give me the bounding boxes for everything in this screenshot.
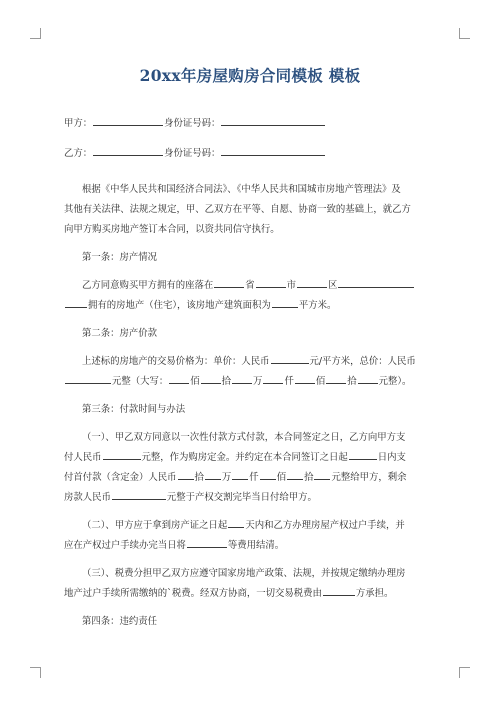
capital-blank [260, 468, 276, 480]
capital-blank [169, 372, 189, 384]
article-1-line [64, 276, 448, 296]
province-blank [214, 276, 244, 288]
text-run: 元整，作为购房定金。并约定在本合同签订之日起 [141, 452, 348, 463]
text-run: 元整（大写： [112, 376, 169, 387]
article-3-line: （一）、甲乙双方同意以一次性付款方式付款，本合同签定之日，乙方向甲方支 [82, 432, 406, 443]
article-3-line [64, 516, 448, 536]
crop-mark-top-right [459, 28, 470, 39]
party-a-label: 甲方： [64, 118, 93, 129]
days-blank [228, 516, 244, 528]
text-run: 房款人民币 [64, 492, 111, 503]
capital-blank [263, 372, 283, 384]
text-run: 万 [253, 376, 263, 387]
text-run: 拾 [304, 472, 314, 483]
article-2-line [64, 372, 448, 392]
total-price-blank [65, 372, 111, 384]
article-3-line [64, 488, 448, 508]
party-a-id-blank [221, 114, 325, 126]
article-3-line [64, 448, 448, 468]
text-run: 天内和乙方办理房屋产权过户手续，并 [245, 520, 405, 531]
capital-blank [178, 468, 194, 480]
text-run: 平方米。 [298, 300, 337, 311]
capital-blank [205, 468, 221, 480]
party-b-id-blank [221, 144, 325, 156]
intro-line: 向甲方购买房地产签订本合同，以资共同信守执行。 [64, 224, 280, 235]
text-run: 省 [245, 280, 255, 291]
days-blank [349, 448, 377, 460]
article-3-line [64, 468, 448, 488]
deposit-blank [103, 448, 141, 460]
intro-line: 其他有关法律、法规之规定，甲、乙双方在平等、自愿、协商一致的基础上，就乙方 [64, 204, 411, 215]
text-run: 万 [221, 472, 232, 483]
crop-mark-top-left [30, 28, 41, 39]
document-title [0, 64, 500, 86]
party-b-name-blank [93, 144, 163, 156]
party-a-line [64, 114, 448, 136]
text-run: 拾 [194, 472, 204, 483]
text-run: 等费用结清。 [227, 540, 285, 551]
text-run: （二）、甲方应于拿到房产证之日起 [82, 520, 228, 531]
capital-blank [201, 372, 221, 384]
text-run: 佰 [315, 376, 326, 387]
article-2-line [64, 352, 448, 372]
text-run: 乙方同意购买甲方拥有的座落在 [82, 280, 214, 291]
article-4-heading: 第四条：违约责任 [82, 616, 158, 627]
article-3-line: （三）、税费分担甲乙双方应遵守国家房地产政策、法规，并按规定缴纳办理房 [82, 568, 406, 579]
party-b-label: 乙方： [64, 148, 93, 159]
address-blank [338, 276, 414, 288]
capital-blank [326, 372, 346, 384]
text-run: 付人民币 [64, 452, 102, 463]
city-blank [256, 276, 286, 288]
article-1-heading: 第一条：房产情况 [82, 252, 158, 263]
text-run: 拥有的房地产（住宅），该房地产建筑面积为 [88, 300, 271, 311]
article-2-heading: 第二条：房产价款 [82, 328, 158, 339]
capital-blank [295, 372, 315, 384]
crop-mark-bottom-right [459, 667, 470, 678]
district-blank [297, 276, 327, 288]
text-run: 日内支 [377, 452, 406, 463]
text-run: 市 [286, 280, 297, 291]
capital-blank [232, 468, 248, 480]
text-run: 元整）。 [378, 376, 412, 387]
text-run: 区 [328, 280, 338, 291]
party-a-id-label: 身份证号码： [164, 118, 221, 129]
balance-blank [112, 488, 166, 500]
text-run: 上述标的房地产的交易价格为：单价：人民币 [82, 356, 270, 367]
article-3-line [64, 536, 448, 556]
capital-blank [358, 372, 378, 384]
text-run: 佰 [190, 376, 200, 387]
intro-line: 根据《中华人民共和国经济合同法》、《中华人民共和国城市房地产管理法》及 [82, 184, 401, 195]
text-run: 拾 [347, 376, 357, 387]
party-b-id-label: 身份证号码： [164, 148, 221, 159]
text-run: 佰 [276, 472, 287, 483]
address-blank-cont [65, 296, 87, 308]
area-blank [272, 296, 298, 308]
document-body [64, 114, 448, 632]
text-run: 拾 [221, 376, 232, 387]
party-b-line [64, 144, 448, 166]
tax-party-blank [323, 584, 355, 596]
crop-mark-bottom-left [30, 667, 41, 678]
capital-blank [287, 468, 303, 480]
unit-price-blank [271, 352, 309, 364]
text-run: 方承担。 [355, 588, 394, 599]
party-a-name-blank [93, 114, 163, 126]
capital-blank [232, 372, 252, 384]
text-run: 付首付款（含定金）人民币 [64, 472, 177, 483]
title-number: 20xx [139, 66, 181, 85]
article-3-line [64, 584, 448, 604]
title-text: 年房屋购房合同模板 模板 [180, 67, 361, 85]
text-run: 地产过户手续所需缴纳的`税费。经双方协商，一切交易税费由 [64, 588, 322, 599]
text-run: 元整给甲方，剩余 [331, 472, 407, 483]
text-run: 仟 [284, 376, 294, 387]
article-3-heading: 第三条：付款时间与办法 [82, 404, 186, 415]
text-run: 元/平方米，总价：人民币 [309, 356, 416, 367]
text-run: 应在产权过户手续办完当日将 [64, 540, 186, 551]
fees-blank [187, 536, 227, 548]
capital-blank [314, 468, 330, 480]
text-run: 元整于产权交割完毕当日付给甲方。 [166, 492, 317, 503]
text-run: 仟 [249, 472, 259, 483]
article-1-line [64, 296, 448, 316]
